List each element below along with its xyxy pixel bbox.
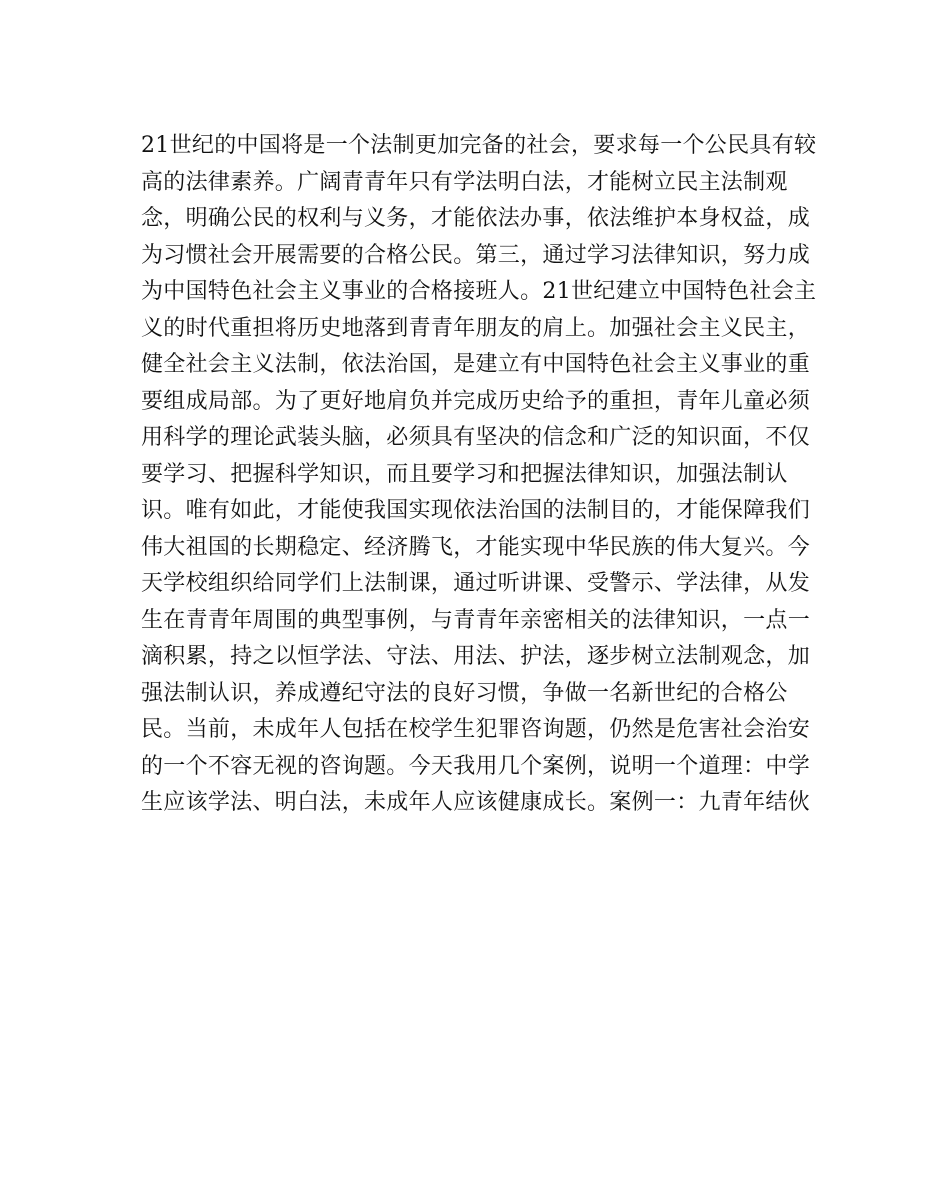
text-line-6: 义的时代重担将历史地落到青青年朋友的肩上。加强社会主义民主，: [141, 315, 811, 341]
text-line-12: 伟大祖国的长期稳定、经济腾飞，才能实现中华民族的伟大复兴。今: [141, 534, 811, 560]
text-line-17: 民。当前，未成年人包括在校学生犯罪咨询题，仍然是危害社会治安: [141, 717, 811, 742]
text-line-18: 的一个不容无视的咨询题。今天我用几个案例，说明一个道理：中学: [141, 753, 811, 779]
text-line-7: 健全社会主义法制，依法治国，是建立有中国特色社会主义事业的重: [141, 352, 811, 377]
text-line-10: 要学习、把握科学知识，而且要学习和把握法律知识，加强法制认: [141, 461, 788, 487]
text-line-14: 生在青青年周围的典型事例，与青青年亲密相关的法律知识，一点一: [141, 607, 811, 633]
text-line-2: 高的法律素养。广阔青青年只有学法明白法，才能树立民主法制观: [141, 169, 788, 195]
text-line-4: 为习惯社会开展需要的合格公民。第三，通过学习法律知识，努力成: [141, 242, 811, 268]
text-line-13: 天学校组织给同学们上法制课，通过听讲课、受警示、学法律，从发: [141, 571, 811, 596]
body-paragraph: [141, 128, 821, 822]
text-line-1: 21世纪的中国将是一个法制更加完备的社会，要求每一个公民具有较: [141, 133, 817, 158]
text-line-8: 要组成局部。为了更好地肩负并完成历史给予的重担，青年儿童必须: [141, 388, 811, 414]
text-line-5: 为中国特色社会主义事业的合格接班人。21世纪建立中国特色社会主: [141, 279, 817, 304]
text-line-19: 生应该学法、明白法，未成年人应该健康成长。案例一：九青年结伙: [141, 790, 811, 815]
text-line-15: 滴积累，持之以恒学法、守法、用法、护法，逐步树立法制观念，加: [141, 644, 811, 669]
text-line-16: 强法制认识，养成遵纪守法的良好习惯，争做一名新世纪的合格公: [141, 680, 788, 706]
text-line-11: 识。唯有如此，才能使我国实现依法治国的法制目的，才能保障我们: [141, 498, 811, 523]
text-line-9: 用科学的理论武装头脑，必须具有坚决的信念和广泛的知识面，不仅: [141, 425, 811, 450]
text-line-3: 念，明确公民的权利与义务，才能依法办事，依法维护本身权益，成: [141, 206, 811, 231]
